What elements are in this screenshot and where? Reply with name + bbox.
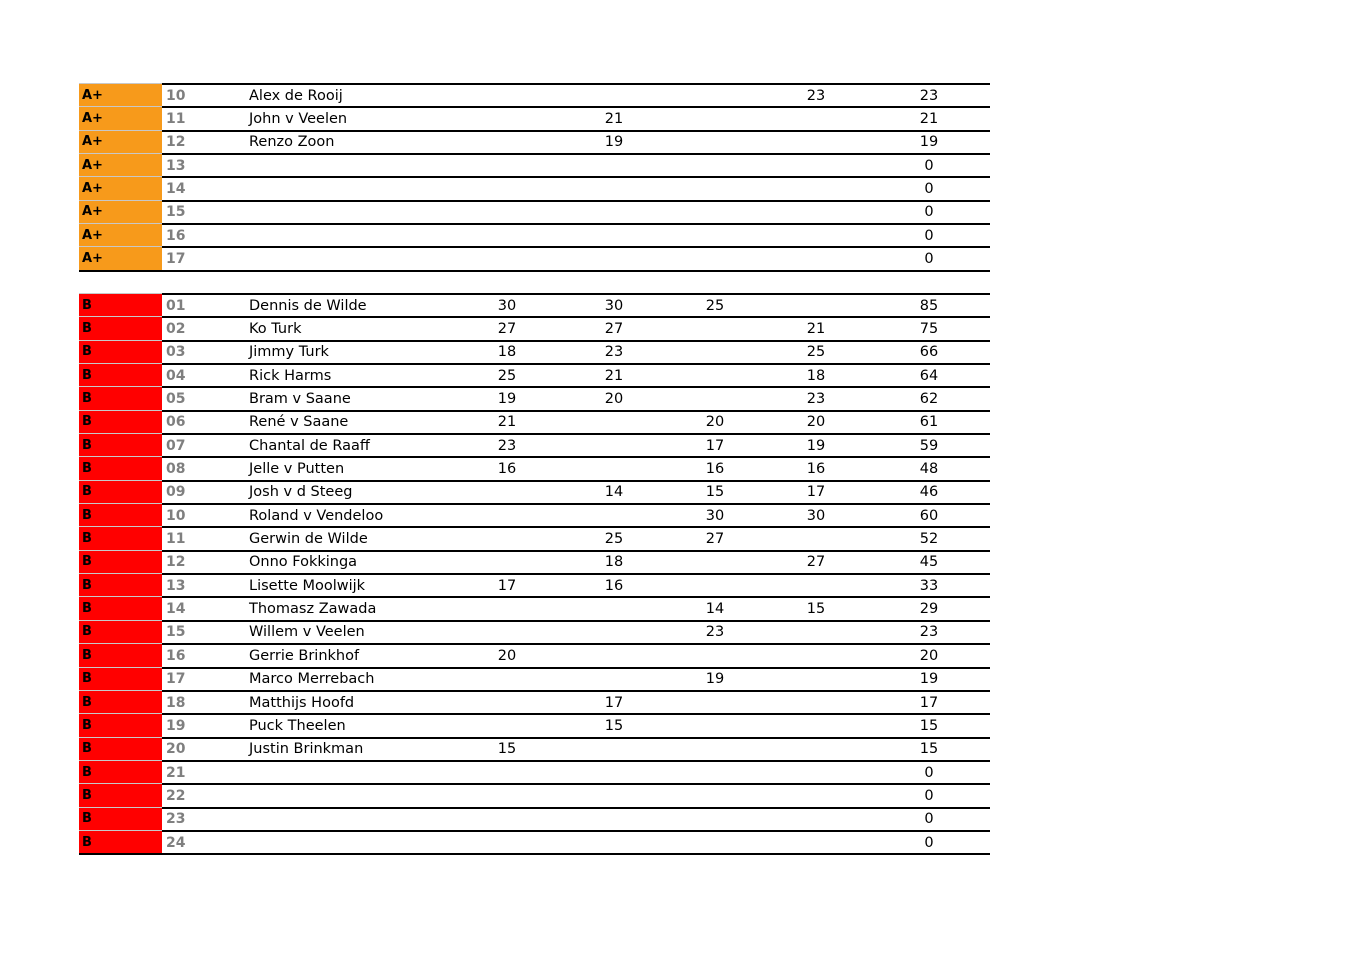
total-score-cell: 75 bbox=[919, 321, 939, 338]
player-number-cell: 15 bbox=[166, 204, 186, 221]
player-name-cell: Matthijs Hoofd bbox=[249, 694, 355, 711]
score-round-4-cell: 25 bbox=[806, 344, 826, 361]
score-round-3-cell bbox=[695, 85, 735, 106]
score-round-1-cell: 15 bbox=[497, 741, 517, 758]
group-cell: B bbox=[79, 783, 162, 806]
score-round-3-cell bbox=[695, 575, 735, 596]
group-cell: B bbox=[79, 316, 162, 339]
group-cell: A+ bbox=[79, 83, 162, 106]
score-round-1-cell: 17 bbox=[497, 577, 517, 594]
total-score-cell: 21 bbox=[919, 111, 939, 128]
score-round-3-cell: 14 bbox=[705, 601, 725, 618]
player-name-cell bbox=[249, 762, 489, 783]
player-number-cell: 14 bbox=[166, 181, 186, 198]
player-number-cell: 10 bbox=[166, 87, 186, 104]
total-score-cell: 48 bbox=[919, 461, 939, 478]
table-row bbox=[79, 830, 990, 855]
score-round-4-cell bbox=[796, 715, 836, 736]
score-round-4-cell bbox=[796, 202, 836, 223]
player-name-cell: Dennis de Wilde bbox=[249, 297, 367, 314]
total-score-cell: 0 bbox=[924, 227, 934, 244]
total-score-cell: 19 bbox=[919, 671, 939, 688]
standings-table-group-b bbox=[79, 293, 990, 855]
total-score-cell: 59 bbox=[919, 437, 939, 454]
score-round-4-cell: 17 bbox=[806, 484, 826, 501]
total-score-cell: 0 bbox=[924, 811, 934, 828]
score-round-1-cell bbox=[487, 155, 527, 176]
player-name-cell bbox=[249, 809, 489, 830]
score-round-3-cell: 25 bbox=[705, 297, 725, 314]
group-cell: B bbox=[79, 456, 162, 479]
group-cell: B bbox=[79, 503, 162, 526]
table-row bbox=[79, 573, 990, 596]
score-round-3-cell: 30 bbox=[705, 507, 725, 524]
score-round-2-cell bbox=[594, 762, 634, 783]
player-number-cell: 19 bbox=[166, 717, 186, 734]
score-round-1-cell bbox=[487, 225, 527, 246]
score-round-1-cell bbox=[487, 598, 527, 619]
table-row bbox=[79, 363, 990, 386]
score-round-1-cell bbox=[487, 715, 527, 736]
score-round-2-cell bbox=[594, 202, 634, 223]
group-cell: A+ bbox=[79, 223, 162, 246]
player-name-cell bbox=[249, 785, 489, 806]
score-round-2-cell: 23 bbox=[604, 344, 624, 361]
score-round-1-cell bbox=[487, 505, 527, 526]
score-round-1-cell bbox=[487, 809, 527, 830]
total-score-cell: 0 bbox=[924, 181, 934, 198]
score-round-3-cell bbox=[695, 108, 735, 129]
score-round-1-cell: 25 bbox=[497, 367, 517, 384]
score-round-1-cell bbox=[487, 178, 527, 199]
table-row bbox=[79, 596, 990, 619]
total-score-cell: 0 bbox=[924, 251, 934, 268]
group-cell: B bbox=[79, 363, 162, 386]
player-number-cell: 15 bbox=[166, 624, 186, 641]
score-round-4-cell bbox=[796, 575, 836, 596]
score-round-2-cell bbox=[594, 645, 634, 666]
table-row bbox=[79, 503, 990, 526]
player-name-cell: Bram v Saane bbox=[249, 391, 351, 408]
score-round-1-cell: 21 bbox=[497, 414, 517, 431]
table-row bbox=[79, 153, 990, 176]
score-round-3-cell bbox=[695, 832, 735, 853]
score-round-2-cell bbox=[594, 248, 634, 269]
standings-table-group-a-plus bbox=[79, 83, 990, 272]
player-number-cell: 12 bbox=[166, 554, 186, 571]
score-round-3-cell: 16 bbox=[705, 461, 725, 478]
group-cell: B bbox=[79, 713, 162, 736]
player-name-cell: Jelle v Putten bbox=[249, 461, 345, 478]
score-round-4-cell bbox=[796, 178, 836, 199]
score-round-3-cell: 17 bbox=[705, 437, 725, 454]
score-round-4-cell: 27 bbox=[806, 554, 826, 571]
group-cell: B bbox=[79, 550, 162, 573]
total-score-cell: 0 bbox=[924, 834, 934, 851]
table-row bbox=[79, 713, 990, 736]
group-cell: B bbox=[79, 596, 162, 619]
table-row bbox=[79, 433, 990, 456]
score-round-3-cell bbox=[695, 225, 735, 246]
player-number-cell: 07 bbox=[166, 437, 186, 454]
score-round-4-cell: 16 bbox=[806, 461, 826, 478]
score-round-2-cell bbox=[594, 832, 634, 853]
score-round-4-cell: 23 bbox=[806, 87, 826, 104]
score-round-1-cell bbox=[487, 552, 527, 573]
player-name-cell bbox=[249, 225, 489, 246]
score-round-4-cell bbox=[796, 295, 836, 316]
player-name-cell: Marco Merrebach bbox=[249, 671, 375, 688]
table-row bbox=[79, 550, 990, 573]
table-row bbox=[79, 456, 990, 479]
player-name-cell: Josh v d Steeg bbox=[249, 484, 353, 501]
score-round-2-cell: 25 bbox=[604, 531, 624, 548]
score-round-2-cell bbox=[594, 412, 634, 433]
total-score-cell: 45 bbox=[919, 554, 939, 571]
player-name-cell: Rick Harms bbox=[249, 367, 332, 384]
table-row bbox=[79, 386, 990, 409]
score-round-3-cell bbox=[695, 178, 735, 199]
group-cell: B bbox=[79, 737, 162, 760]
score-round-3-cell bbox=[695, 202, 735, 223]
score-round-4-cell bbox=[796, 809, 836, 830]
player-number-cell: 03 bbox=[166, 344, 186, 361]
score-round-2-cell: 14 bbox=[604, 484, 624, 501]
group-cell: B bbox=[79, 526, 162, 549]
score-round-4-cell bbox=[796, 762, 836, 783]
player-name-cell: Chantal de Raaff bbox=[249, 437, 370, 454]
score-round-2-cell bbox=[594, 669, 634, 690]
group-cell: A+ bbox=[79, 153, 162, 176]
table-row bbox=[79, 176, 990, 199]
player-number-cell: 23 bbox=[166, 811, 186, 828]
score-round-2-cell bbox=[594, 622, 634, 643]
group-cell: B bbox=[79, 667, 162, 690]
total-score-cell: 15 bbox=[919, 741, 939, 758]
table-row bbox=[79, 293, 990, 316]
player-number-cell: 17 bbox=[166, 671, 186, 688]
table-row bbox=[79, 246, 990, 271]
score-round-1-cell: 16 bbox=[497, 461, 517, 478]
score-round-1-cell: 23 bbox=[497, 437, 517, 454]
player-number-cell: 05 bbox=[166, 391, 186, 408]
total-score-cell: 61 bbox=[919, 414, 939, 431]
score-round-2-cell: 21 bbox=[604, 367, 624, 384]
table-row bbox=[79, 316, 990, 339]
total-score-cell: 0 bbox=[924, 157, 934, 174]
table-row bbox=[79, 200, 990, 223]
score-round-4-cell: 15 bbox=[806, 601, 826, 618]
player-number-cell: 16 bbox=[166, 227, 186, 244]
player-name-cell: Onno Fokkinga bbox=[249, 554, 358, 571]
player-name-cell: Lisette Moolwijk bbox=[249, 577, 366, 594]
total-score-cell: 0 bbox=[924, 787, 934, 804]
score-round-1-cell bbox=[487, 762, 527, 783]
score-round-3-cell bbox=[695, 155, 735, 176]
player-name-cell: Willem v Veelen bbox=[249, 624, 365, 641]
group-cell: A+ bbox=[79, 246, 162, 269]
score-round-4-cell bbox=[796, 108, 836, 129]
score-round-4-cell bbox=[796, 692, 836, 713]
player-name-cell: Puck Theelen bbox=[249, 717, 346, 734]
score-round-1-cell bbox=[487, 482, 527, 503]
player-number-cell: 16 bbox=[166, 647, 186, 664]
score-round-4-cell bbox=[796, 155, 836, 176]
score-round-3-cell: 23 bbox=[705, 624, 725, 641]
player-name-cell: Thomasz Zawada bbox=[249, 601, 377, 618]
score-round-3-cell bbox=[695, 762, 735, 783]
player-number-cell: 01 bbox=[166, 297, 186, 314]
group-cell: B bbox=[79, 643, 162, 666]
total-score-cell: 46 bbox=[919, 484, 939, 501]
score-round-1-cell bbox=[487, 692, 527, 713]
score-round-3-cell bbox=[695, 715, 735, 736]
player-name-cell: Ko Turk bbox=[249, 321, 302, 338]
score-round-2-cell bbox=[594, 178, 634, 199]
score-round-3-cell bbox=[695, 388, 735, 409]
score-round-3-cell bbox=[695, 785, 735, 806]
score-round-4-cell: 23 bbox=[806, 391, 826, 408]
table-row bbox=[79, 480, 990, 503]
group-cell: B bbox=[79, 433, 162, 456]
score-round-2-cell bbox=[594, 155, 634, 176]
score-round-3-cell: 15 bbox=[705, 484, 725, 501]
total-score-cell: 85 bbox=[919, 297, 939, 314]
score-round-4-cell bbox=[796, 132, 836, 153]
score-round-3-cell bbox=[695, 248, 735, 269]
score-round-1-cell bbox=[487, 785, 527, 806]
table-row bbox=[79, 130, 990, 153]
total-score-cell: 52 bbox=[919, 531, 939, 548]
score-round-2-cell: 19 bbox=[604, 134, 624, 151]
player-name-cell: Gerwin de Wilde bbox=[249, 531, 368, 548]
player-name-cell: John v Veelen bbox=[249, 111, 348, 128]
group-cell: B bbox=[79, 807, 162, 830]
group-cell: A+ bbox=[79, 200, 162, 223]
score-round-4-cell bbox=[796, 622, 836, 643]
total-score-cell: 0 bbox=[924, 764, 934, 781]
player-name-cell: Roland v Vendeloo bbox=[249, 507, 384, 524]
score-round-2-cell: 18 bbox=[604, 554, 624, 571]
table-row bbox=[79, 410, 990, 433]
total-score-cell: 15 bbox=[919, 717, 939, 734]
score-round-2-cell: 15 bbox=[604, 717, 624, 734]
group-cell: B bbox=[79, 690, 162, 713]
player-number-cell: 02 bbox=[166, 321, 186, 338]
score-round-1-cell bbox=[487, 248, 527, 269]
player-number-cell: 13 bbox=[166, 577, 186, 594]
total-score-cell: 0 bbox=[924, 204, 934, 221]
total-score-cell: 33 bbox=[919, 577, 939, 594]
score-round-2-cell: 16 bbox=[604, 577, 624, 594]
player-number-cell: 17 bbox=[166, 251, 186, 268]
group-cell: B bbox=[79, 340, 162, 363]
table-row bbox=[79, 783, 990, 806]
table-row bbox=[79, 223, 990, 246]
score-round-1-cell bbox=[487, 85, 527, 106]
group-cell: B bbox=[79, 293, 162, 316]
score-round-3-cell bbox=[695, 645, 735, 666]
total-score-cell: 66 bbox=[919, 344, 939, 361]
player-number-cell: 13 bbox=[166, 157, 186, 174]
table-row bbox=[79, 690, 990, 713]
score-round-2-cell bbox=[594, 598, 634, 619]
table-row bbox=[79, 106, 990, 129]
player-number-cell: 11 bbox=[166, 531, 186, 548]
score-round-2-cell bbox=[594, 505, 634, 526]
score-round-3-cell bbox=[695, 809, 735, 830]
score-round-4-cell: 20 bbox=[806, 414, 826, 431]
group-cell: A+ bbox=[79, 130, 162, 153]
player-number-cell: 06 bbox=[166, 414, 186, 431]
table-row bbox=[79, 83, 990, 106]
player-name-cell: Jimmy Turk bbox=[249, 344, 329, 361]
score-round-1-cell: 18 bbox=[497, 344, 517, 361]
score-round-4-cell bbox=[796, 225, 836, 246]
player-name-cell: Justin Brinkman bbox=[249, 741, 364, 758]
player-number-cell: 04 bbox=[166, 367, 186, 384]
score-round-3-cell bbox=[695, 692, 735, 713]
score-round-2-cell bbox=[594, 435, 634, 456]
total-score-cell: 64 bbox=[919, 367, 939, 384]
score-round-1-cell: 19 bbox=[497, 391, 517, 408]
score-round-3-cell bbox=[695, 342, 735, 363]
group-cell: B bbox=[79, 573, 162, 596]
table-row bbox=[79, 667, 990, 690]
score-round-2-cell bbox=[594, 809, 634, 830]
score-round-4-cell: 21 bbox=[806, 321, 826, 338]
score-round-2-cell bbox=[594, 785, 634, 806]
player-name-cell bbox=[249, 832, 489, 853]
score-round-1-cell: 20 bbox=[497, 647, 517, 664]
table-row bbox=[79, 737, 990, 760]
group-cell: A+ bbox=[79, 106, 162, 129]
score-round-4-cell bbox=[796, 739, 836, 760]
group-cell: A+ bbox=[79, 176, 162, 199]
score-round-3-cell bbox=[695, 132, 735, 153]
total-score-cell: 60 bbox=[919, 507, 939, 524]
table-row bbox=[79, 620, 990, 643]
score-round-2-cell bbox=[594, 458, 634, 479]
player-number-cell: 14 bbox=[166, 601, 186, 618]
score-round-4-cell bbox=[796, 248, 836, 269]
score-round-3-cell: 27 bbox=[705, 531, 725, 548]
score-round-3-cell: 19 bbox=[705, 671, 725, 688]
group-cell: B bbox=[79, 410, 162, 433]
score-round-2-cell: 17 bbox=[604, 694, 624, 711]
total-score-cell: 17 bbox=[919, 694, 939, 711]
score-round-4-cell bbox=[796, 528, 836, 549]
score-round-1-cell: 27 bbox=[497, 321, 517, 338]
score-round-2-cell: 21 bbox=[604, 111, 624, 128]
total-score-cell: 19 bbox=[919, 134, 939, 151]
score-round-4-cell bbox=[796, 785, 836, 806]
group-cell: B bbox=[79, 386, 162, 409]
score-round-4-cell bbox=[796, 669, 836, 690]
player-number-cell: 21 bbox=[166, 764, 186, 781]
player-number-cell: 18 bbox=[166, 694, 186, 711]
total-score-cell: 23 bbox=[919, 624, 939, 641]
player-number-cell: 10 bbox=[166, 507, 186, 524]
score-round-2-cell bbox=[594, 225, 634, 246]
player-name-cell: Alex de Rooij bbox=[249, 87, 343, 104]
score-round-4-cell: 18 bbox=[806, 367, 826, 384]
score-round-1-cell bbox=[487, 669, 527, 690]
table-row bbox=[79, 760, 990, 783]
total-score-cell: 62 bbox=[919, 391, 939, 408]
score-round-1-cell: 30 bbox=[497, 297, 517, 314]
score-round-3-cell bbox=[695, 739, 735, 760]
player-name-cell bbox=[249, 155, 489, 176]
group-cell: B bbox=[79, 830, 162, 853]
score-round-1-cell bbox=[487, 622, 527, 643]
total-score-cell: 23 bbox=[919, 87, 939, 104]
score-round-2-cell: 30 bbox=[604, 297, 624, 314]
table-row bbox=[79, 807, 990, 830]
score-round-4-cell bbox=[796, 645, 836, 666]
group-cell: B bbox=[79, 760, 162, 783]
player-number-cell: 11 bbox=[166, 111, 186, 128]
score-round-4-cell: 30 bbox=[806, 507, 826, 524]
player-name-cell: Gerrie Brinkhof bbox=[249, 647, 360, 664]
player-name-cell: Renzo Zoon bbox=[249, 134, 335, 151]
score-round-4-cell bbox=[796, 832, 836, 853]
score-round-3-cell bbox=[695, 365, 735, 386]
total-score-cell: 29 bbox=[919, 601, 939, 618]
player-number-cell: 12 bbox=[166, 134, 186, 151]
group-cell: B bbox=[79, 620, 162, 643]
total-score-cell: 20 bbox=[919, 647, 939, 664]
score-round-1-cell bbox=[487, 132, 527, 153]
score-round-3-cell: 20 bbox=[705, 414, 725, 431]
player-number-cell: 20 bbox=[166, 741, 186, 758]
score-round-2-cell: 27 bbox=[604, 321, 624, 338]
score-round-2-cell bbox=[594, 739, 634, 760]
score-round-1-cell bbox=[487, 832, 527, 853]
player-number-cell: 24 bbox=[166, 834, 186, 851]
table-row bbox=[79, 340, 990, 363]
score-round-4-cell: 19 bbox=[806, 437, 826, 454]
score-round-1-cell bbox=[487, 528, 527, 549]
player-number-cell: 08 bbox=[166, 461, 186, 478]
score-round-2-cell: 20 bbox=[604, 391, 624, 408]
player-name-cell bbox=[249, 248, 489, 269]
player-number-cell: 22 bbox=[166, 787, 186, 804]
score-round-2-cell bbox=[594, 85, 634, 106]
group-cell: B bbox=[79, 480, 162, 503]
table-row bbox=[79, 643, 990, 666]
player-name-cell bbox=[249, 202, 489, 223]
score-round-3-cell bbox=[695, 552, 735, 573]
score-round-3-cell bbox=[695, 318, 735, 339]
player-number-cell: 09 bbox=[166, 484, 186, 501]
table-row bbox=[79, 526, 990, 549]
score-round-1-cell bbox=[487, 202, 527, 223]
player-name-cell bbox=[249, 178, 489, 199]
player-name-cell: René v Saane bbox=[249, 414, 349, 431]
score-round-1-cell bbox=[487, 108, 527, 129]
